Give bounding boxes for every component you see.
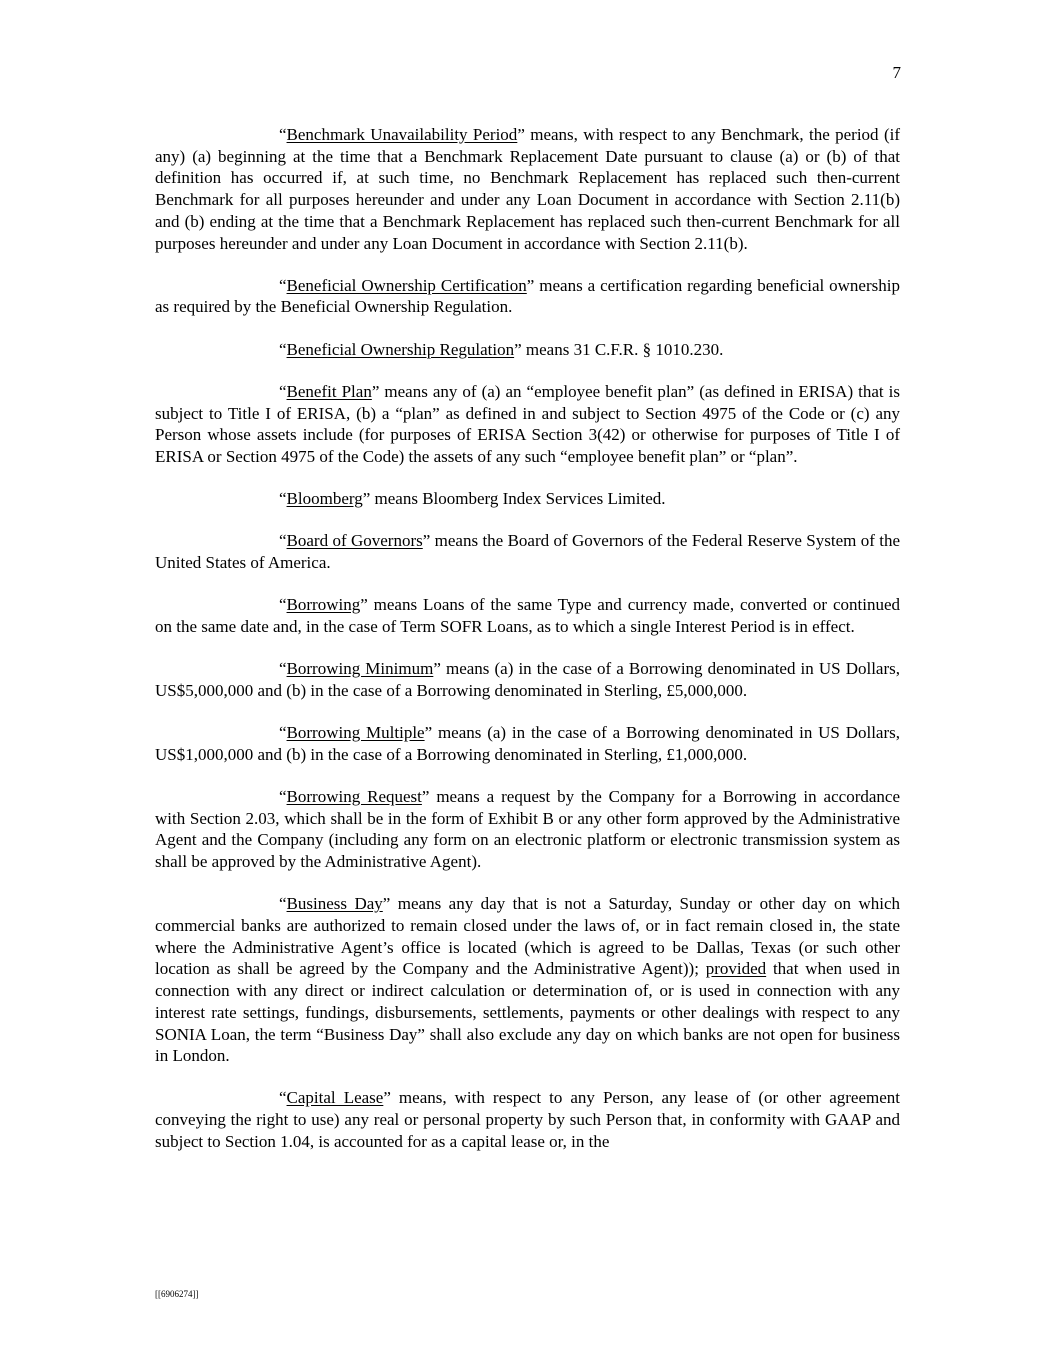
definition-text: ” means a certification regarding beneficial ownership as required by the Beneficial Ownership Regulation. — [155, 275, 900, 317]
definition-bloomberg — [155, 488, 900, 510]
proviso-term: provided — [705, 959, 767, 979]
defined-term: Bloomberg — [286, 489, 363, 509]
definition-beneficial-ownership-regulation — [155, 339, 900, 361]
defined-term: Borrowing Request — [286, 786, 422, 806]
definition-borrowing — [155, 594, 900, 637]
open-quote: “ — [279, 659, 287, 679]
open-quote: “ — [279, 339, 287, 359]
definition-board-of-governors — [155, 530, 900, 573]
definition-text: ” means 31 C.F.R. § 1010.230. — [514, 339, 724, 359]
page-number: 7 — [892, 63, 901, 82]
definition-borrowing-request — [155, 786, 900, 873]
open-quote: “ — [279, 489, 287, 509]
definition-text: ” means Bloomberg Index Services Limited. — [362, 489, 666, 509]
open-quote: “ — [279, 275, 287, 295]
definition-capital-lease — [155, 1087, 900, 1152]
definition-text: ” means, with respect to any Benchmark, the period (if any) (a) beginning at the time that a Benchmark Replacement Date pursuant to clause (a) or (b) of that definition has occurred if, at such time, no Benchmark Replacement has replaced such then-current Benchmark for all purposes hereunder and under any Loan Document in accordance with Section 2.11(b) and (b) ending at the time that a Benchmark Replacement has replaced such then-current Benchmark for all purposes hereunder and under any Loan Document in accordance with Section 2.11(b). — [155, 125, 900, 253]
definition-benchmark-unavailability-period — [155, 124, 900, 254]
definition-text: ” means (a) in the case of a Borrowing denominated in US Dollars, US$5,000,000 and (b) in the case of a Borrowing denominated in Sterling, £5,000,000. — [155, 659, 901, 700]
defined-term: Capital Lease — [286, 1088, 384, 1108]
definition-business-day — [155, 893, 900, 1067]
definition-text: ” means any day that is not a Saturday, Sunday or other day on which commercial banks are authorized to remain closed under the laws of, or in fact remain closed in, the state where the Administrative Agent’s office is located (which is agreed to be Dallas, Texas (or such other location as shall be agreed by the Company and the Administrative Agent)); — [155, 894, 900, 979]
defined-term: Benefit Plan — [286, 381, 372, 401]
open-quote: “ — [279, 381, 287, 401]
defined-term: Beneficial Ownership Regulation — [286, 339, 515, 359]
definition-beneficial-ownership-certification — [155, 275, 900, 318]
open-quote: “ — [279, 723, 287, 743]
defined-term: Business Day — [286, 894, 383, 914]
definition-benefit-plan — [155, 381, 900, 468]
defined-term: Borrowing Multiple — [286, 723, 425, 743]
definition-text: ” means the Board of Governors of the Federal Reserve System of the United States of America. — [155, 531, 901, 573]
definition-text: ” means a request by the Company for a Borrowing in accordance with Section 2.03, which shall be in the form of Exhibit B or any other form approved by the Administrative Agent and the Company (including any form on an electronic platform or electronic transmission system as shall be approved by the Administrative Agent). — [155, 786, 900, 872]
definition-text: ” means any of (a) an “employee benefit plan” (as defined in ERISA) that is subject to Title I of ERISA, (b) a “plan” as defined in and subject to Section 4975 of the Code or (c) any Person whose assets include (for purposes of ERISA Section 3(42) or otherwise for purposes of Title I of ERISA or Section 4975 of the Code) the assets of any such “employee benefit plan” or “plan”. — [155, 381, 900, 466]
defined-term: Borrowing Minimum — [286, 659, 434, 679]
open-quote: “ — [279, 1088, 287, 1108]
defined-term: Benchmark Unavailability Period — [286, 125, 518, 144]
document-id-footer: [[6906274]] — [155, 1289, 199, 1299]
definition-borrowing-minimum — [155, 658, 900, 701]
defined-term: Borrowing — [286, 595, 361, 615]
definition-text: ” means (a) in the case of a Borrowing denominated in US Dollars, US$1,000,000 and (b) in the case of a Borrowing denominated in Sterling, £1,000,000. — [155, 723, 900, 764]
defined-term: Board of Governors — [286, 531, 423, 551]
open-quote: “ — [279, 894, 287, 914]
definition-borrowing-multiple — [155, 722, 900, 765]
definitions-body — [155, 124, 900, 1173]
definition-text: ” means Loans of the same Type and currency made, converted or continued on the same date and, in the case of Term SOFR Loans, as to which a single Interest Period is in effect. — [155, 595, 900, 636]
defined-term: Beneficial Ownership Certification — [286, 275, 527, 295]
open-quote: “ — [279, 786, 287, 806]
open-quote: “ — [279, 531, 287, 551]
open-quote: “ — [279, 595, 287, 615]
definition-text-continued: that when used in connection with any direct or indirect calculation or determination of, or is used in connection with any interest rate settings, fundings, disbursements, settlements, payments or other dealings with respect to any SONIA Loan, the term “Business Day” shall also exclude any day on which banks are not open for business in London. — [155, 959, 901, 1066]
definition-text: ” means, with respect to any Person, any lease of (or other agreement conveying the right to use) any real or personal property by such Person that, in conformity with GAAP and subject to Section 1.04, is accounted for as a capital lease or, in the — [155, 1088, 900, 1151]
open-quote: “ — [279, 125, 287, 144]
